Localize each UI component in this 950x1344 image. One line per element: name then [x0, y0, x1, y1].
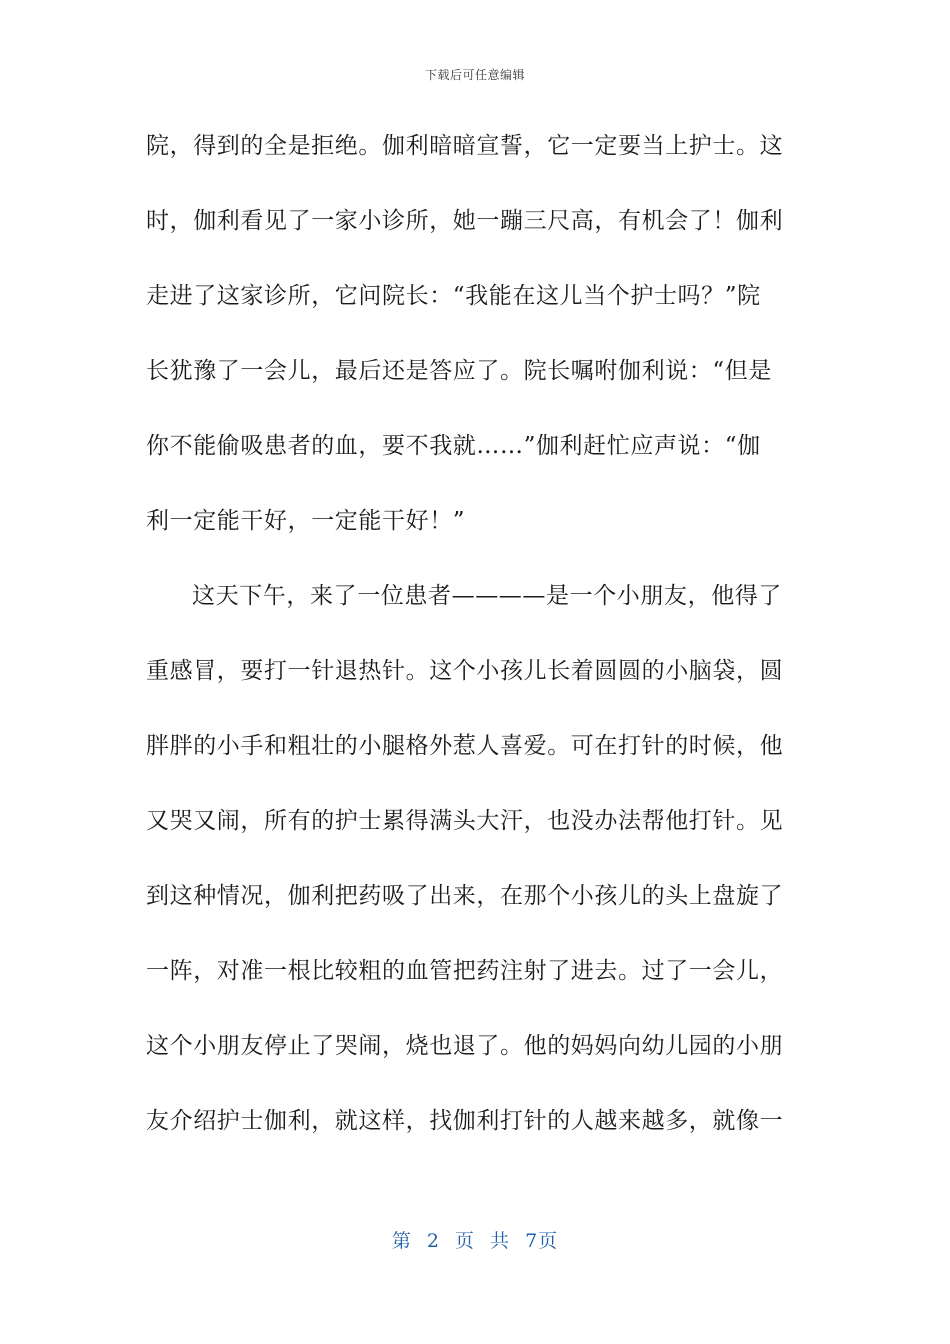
text-line: 长犹豫了一会儿，最后还是答应了。院长嘱咐伽利说：“但是: [146, 358, 772, 384]
text-line: 利一定能干好，一定能干好！”: [146, 508, 466, 534]
text-line: 到这种情况，伽利把药吸了出来，在那个小孩儿的头上盘旋了: [146, 883, 784, 909]
document-body: [146, 126, 794, 1176]
text-line: 你不能偷吸患者的血，要不我就……”伽利赶忙应声说：“伽: [146, 433, 761, 459]
text-line: 这个小朋友停止了哭闹，烧也退了。他的妈妈向幼儿园的小朋: [146, 1033, 784, 1059]
page-number-footer: 第 2 页 共 7页: [391, 1230, 559, 1252]
page-header: 下载后可任意编辑: [424, 68, 525, 82]
paragraph-start-line: 这天下午，来了一位患者————是一个小朋友，他得了: [192, 583, 782, 609]
text-line: 重感冒，要打一针退热针。这个小孩儿长着圆圆的小脑袋，圆: [146, 658, 784, 684]
text-line: 友介绍护士伽利，就这样，找伽利打针的人越来越多，就像一: [146, 1108, 784, 1134]
text-line: 一阵，对准一根比较粗的血管把药注射了进去。过了一会儿，: [146, 958, 784, 984]
text-line: 时，伽利看见了一家小诊所，她一蹦三尺高，有机会了！伽利: [146, 208, 784, 234]
text-line: 院，得到的全是拒绝。伽利暗暗宣誓，它一定要当上护士。这: [146, 133, 784, 159]
text-line: 又哭又闹，所有的护士累得满头大汗，也没办法帮他打针。见: [146, 808, 784, 834]
text-line: 胖胖的小手和粗壮的小腿格外惹人喜爱。可在打针的时候，他: [146, 733, 784, 759]
text-line: 走进了这家诊所，它问院长：“我能在这儿当个护士吗？”院: [146, 283, 761, 309]
